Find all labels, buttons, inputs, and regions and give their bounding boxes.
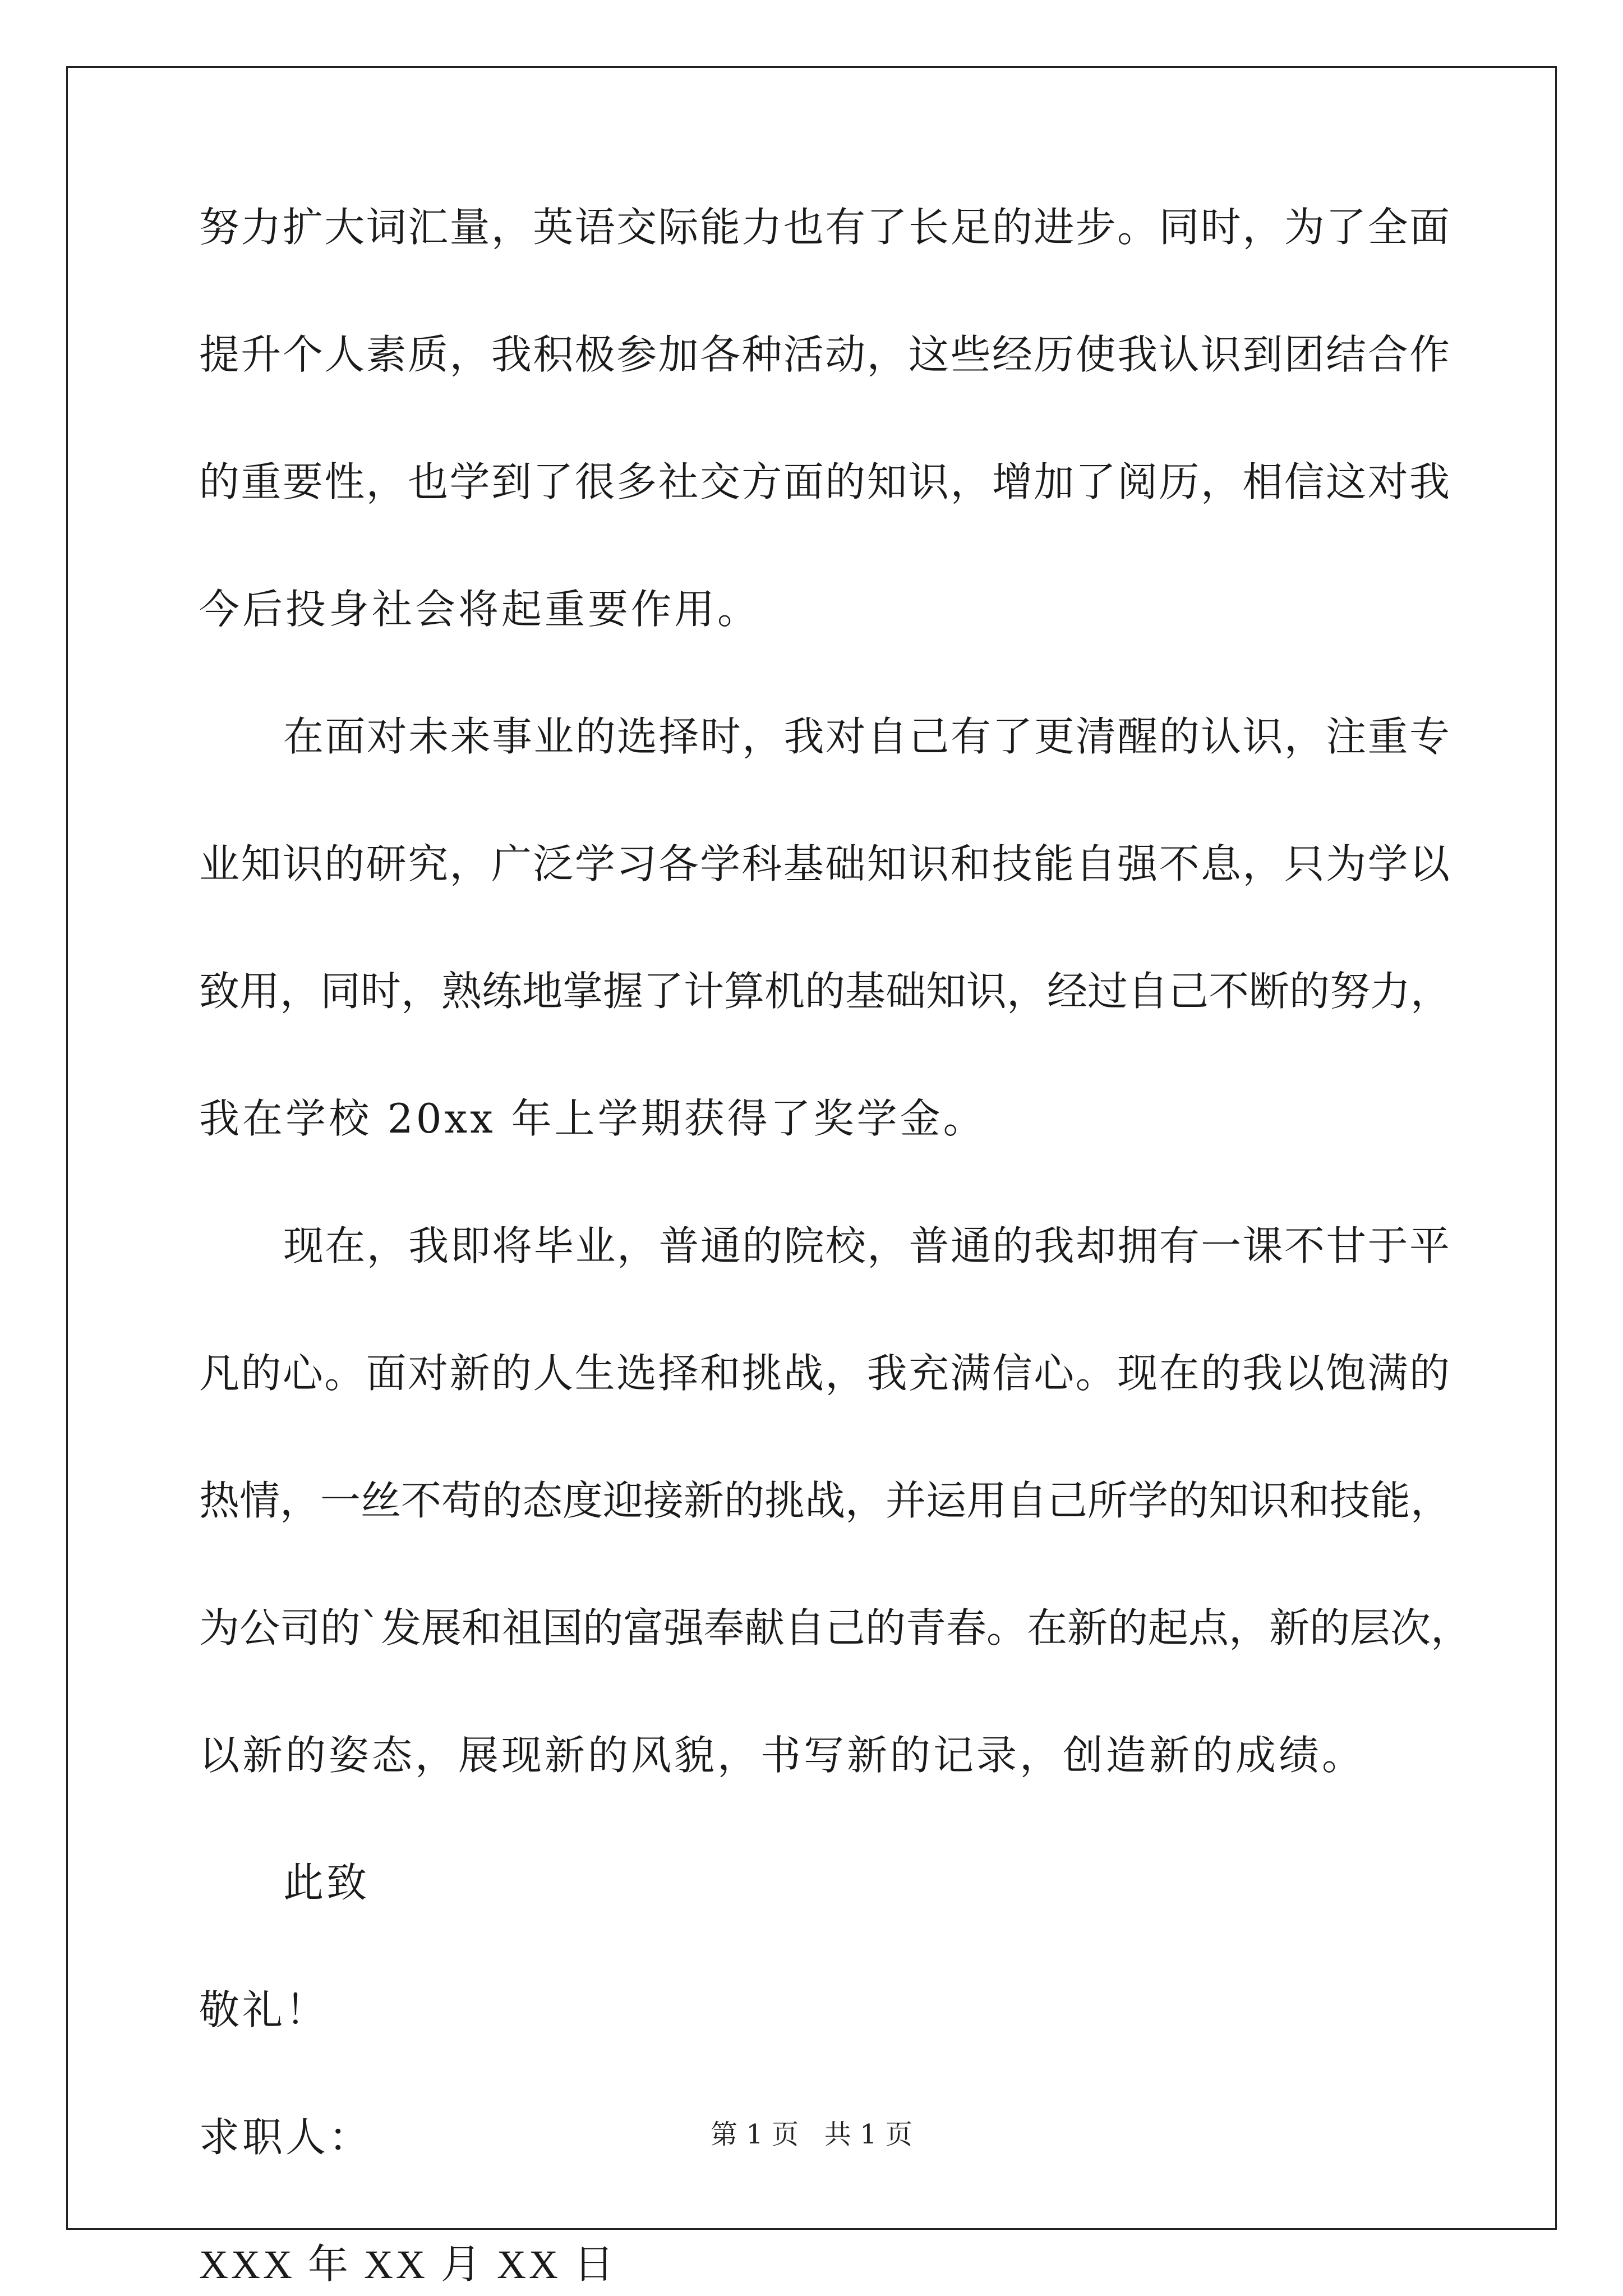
- signature-date: XXX 年 XX 月 XX 日: [199, 2242, 617, 2287]
- paragraph-1-line-3: 的重要性，也学到了很多社交方面的知识，增加了阅历，相信这对我: [199, 458, 1450, 505]
- paragraph-3-line-1: 现在，我即将毕业，普通的院校，普通的我却拥有一课不甘于平: [283, 1222, 1450, 1269]
- paragraph-3-line-4: 为公司的`发展和祖国的富强奉献自己的青春。在新的起点，新的层次，: [199, 1604, 1472, 1651]
- paragraph-3-line-5: 以新的姿态，展现新的风貌，书写新的记录，创造新的成绩。: [199, 1732, 1366, 1779]
- paragraph-2-line-4: 我在学校 20xx 年上学期获得了奖学金。: [199, 1095, 986, 1142]
- paragraph-3-line-2: 凡的心。面对新的人生选择和挑战，我充满信心。现在的我以饱满的: [199, 1350, 1450, 1397]
- salutation: 敬礼！: [199, 1986, 329, 2033]
- paragraph-2-line-1: 在面对未来事业的选择时，我对自己有了更清醒的认识，注重专: [283, 713, 1450, 760]
- closing-phrase: 此致: [283, 1859, 370, 1906]
- signature-label: 求职人：: [199, 2114, 372, 2161]
- paragraph-1-line-4: 今后投身社会将起重要作用。: [199, 586, 761, 633]
- paragraph-2-line-3: 致用，同时，熟练地掌握了计算机的基础知识，经过自己不断的努力，: [199, 968, 1451, 1015]
- paragraph-1-line-2: 提升个人素质，我积极参加各种活动，这些经历使我认识到团结合作: [199, 331, 1450, 378]
- paragraph-2-line-2: 业知识的研究，广泛学习各学科基础知识和技能自强不息，只为学以: [199, 840, 1450, 887]
- paragraph-1-line-1: 努力扩大词汇量，英语交际能力也有了长足的进步。同时，为了全面: [199, 204, 1450, 251]
- page-number-footer: 第 1 页 共 1 页: [711, 2119, 912, 2150]
- paragraph-3-line-3: 热情，一丝不苟的态度迎接新的挑战，并运用自己所学的知识和技能，: [199, 1477, 1451, 1524]
